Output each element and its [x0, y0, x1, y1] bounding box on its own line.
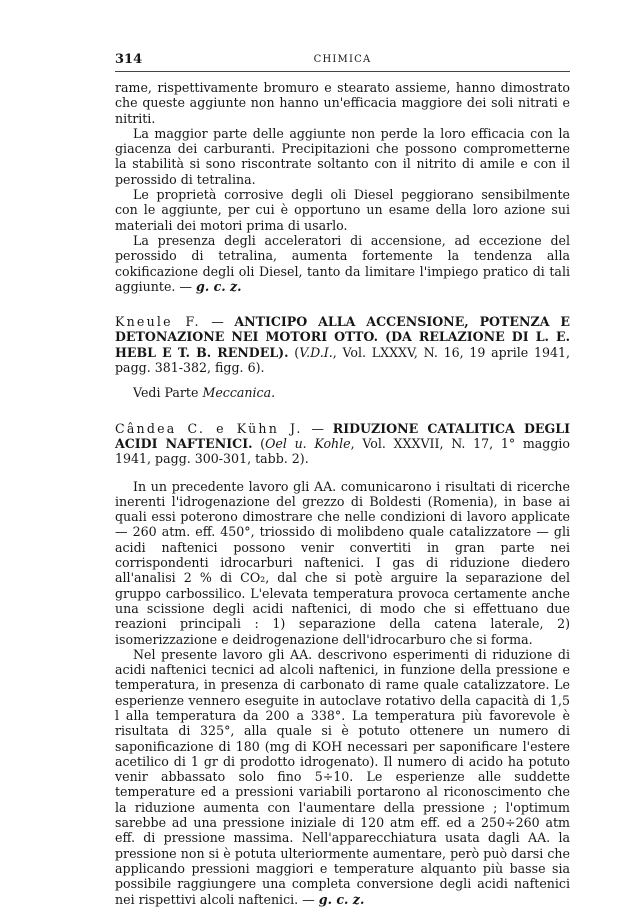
page-body — [115, 80, 570, 907]
header-rule — [115, 71, 570, 72]
entry-2-source-open: ( — [252, 435, 266, 451]
intro-paragraph-2: La maggior parte delle aggiunte non perde la loro efficacia con la giacenza dei carburanti. Precipitazioni che possono comprometterne la stabilità si sono riscontrate soltanto con il nitrito di amile e con il perossido di tetralina. — [115, 125, 570, 187]
entry-1-dash: — — [200, 314, 235, 330]
paragraph-gap — [115, 467, 570, 479]
intro-paragraph-4 — [115, 233, 570, 294]
entry-2-journal: Oel u. Kohle — [265, 435, 351, 451]
entry-1-author: Kneule F. — [115, 314, 201, 330]
intro-paragraph-4-text: La presenza degli acceleratori di accensione, ad eccezione del perossido di tetralina, aumenta fortemente la tendenza alla cokificazione degli oli Diesel, tanto da limitare l'impiego pratico di tali aggiunte. — — [115, 232, 570, 294]
entry-2-heading — [115, 421, 570, 467]
running-title: CHIMICA — [313, 54, 372, 65]
entry-1-journal: V.D.I. — [299, 344, 333, 360]
section-gap — [115, 294, 570, 314]
entry-2-title: RIDUZIONE CATALITICA DEGLI ACIDI NAFTENICI. — [115, 420, 570, 451]
entry-2-paragraph-2 — [115, 647, 570, 907]
signature: g. c. z. — [318, 891, 365, 907]
entry-2-paragraph-1: In un precedente lavoro gli AA. comunicarono i risultati di ricerche inerenti l'idrogenazione del grezzo di Boldesti (Romenia), in base ai quali essi poterono dimostrare che nelle condizioni di lavoro applicate — 260 atm. eff. 450°, triossido di molibdeno quale catalizzatore — gli acidi naftenici possono venir convertiti in gran parte nei corrispondenti idrocarburi naftenici. I gas di riduzione diedero all'analisi 2 % di CO₂, dal che si potè arguire la separazione del gruppo carbossilico. L'elevata temperatura provoca certamente anche una scissione degli acidi naftenici, di modo che si effettuano due reazioni principali : 1) separazione della catena laterale, 2) isomerizzazione e deidrogenazione dell'idrocarburo che si forma. — [115, 478, 570, 647]
page-header — [115, 52, 570, 70]
section-gap — [115, 401, 570, 421]
entry-1-reference: , Vol. LXXXV, N. 16, 19 aprile 1941, pagg. 381-382, figg. 6). — [115, 344, 571, 376]
entry-2-dash: — — [302, 420, 333, 436]
entry-1-heading — [115, 314, 570, 375]
intro-paragraph-1: rame, rispettivamente bromuro e stearato assieme, hanno dimostrato che queste aggiunte non hanno un'efficacia maggiore dei soli nitrati e nitriti. — [115, 80, 570, 126]
entry-2-authors: Cândea C. e Kühn J. — [115, 420, 303, 436]
signature: g. c. z. — [196, 278, 242, 294]
page-number: 314 — [115, 52, 143, 67]
entry-1-see-also — [115, 385, 570, 400]
entry-2-paragraph-2-text: Nel presente lavoro gli AA. descrivono esperimenti di riduzione di acidi naftenici tecnici ad alcoli naftenici, in funzione della pressione e temperatura, in presenza di carbonato di rame quale catalizzatore. Le esperienze vennero eseguite in autoclave rotativo della capacità di 1,5 l alla temperatura da 200 a 338°. La temperatura più favorevole è risultata di 325°, alla quale si è potuto ottenere un numero di saponificazione di 180 (mg di KOH necessari per saponificare l'estere acetilico di 1 gr di prodotto idrogenato). Il numero di acido ha potuto venir abbassato solo fino 5÷10. Le esperienze alle suddette temperature ed a pressioni variabili portarono al riconoscimento che la riduzione aumenta con l'aumentare della pressione ; l'optimum sarebbe ad una pressione iniziale di 120 atm eff. ed a 250÷260 atm eff. di pressione massima. Nell'apparecchiatura usata dagli AA. la pressione non si è potuta ulteriormente aumentare, però può darsi che applicando pressioni maggiori e temperature alquanto più basse sia possibile raggiungere una completa conversione degli acidi naftenici nei rispettivi alcoli naftenici. — — [115, 646, 570, 907]
entry-2-reference: , Vol. XXXVII, N. 17, 1° maggio 1941, pagg. 300-301, tabb. 2). — [115, 435, 570, 467]
intro-paragraph-3: Le proprietà corrosive degli oli Diesel peggiorano sensibilmente con le aggiunte, per cui è opportuno un esame della loro azione sui materiali dei motori prima di usarlo. — [115, 187, 570, 233]
entry-1-title: ANTICIPO ALLA ACCENSIONE, POTENZA E DETONAZIONE NEI MOTORI OTTO. (DA RELAZIONE DI L. E. HEBL E T. B. RENDEL). — [115, 314, 570, 360]
entry-1-source-open: ( — [288, 344, 300, 360]
entry-1-vedi: Vedi Parte — [133, 385, 203, 401]
entry-1-vedi-target: Meccanica. — [202, 385, 276, 401]
